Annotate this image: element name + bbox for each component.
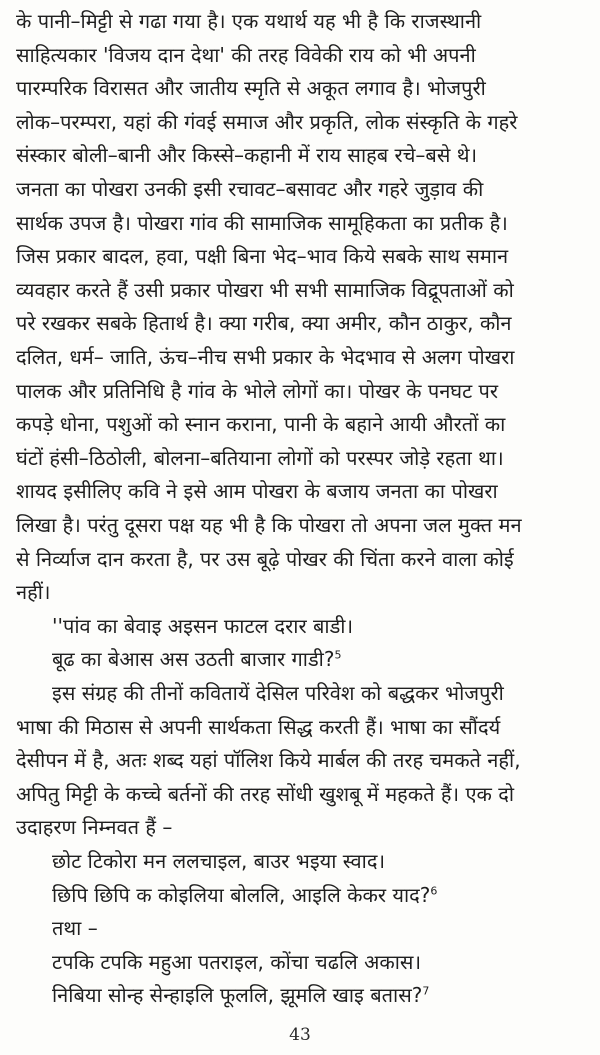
text-line [52, 876, 586, 914]
text-line-content: ''पांव का बेवाइ अइसन फाटल दरार बाडी। [52, 613, 354, 638]
text-line-content: लिखा है। परंतु दूसरा पक्ष यह भी है कि पोखरा तो अपना जल मुक्त मन [16, 513, 522, 537]
text-line [16, 170, 586, 208]
text-line [16, 540, 586, 578]
footnote-marker: 5 [334, 648, 342, 662]
text-line [16, 103, 586, 141]
text-line-content: सार्थक उपज है। पोखरा गांव की सामाजिक सामूहिकता का प्रतीक है। [16, 210, 508, 235]
text-line [16, 237, 586, 275]
text-line [16, 304, 586, 342]
text-line [16, 372, 586, 410]
text-line [52, 607, 586, 645]
text-line-content: दलित, धर्म– जाति, ऊंच–नीच सभी प्रकार के भेदभाव से अलग पोखरा [16, 345, 515, 369]
text-line [16, 808, 586, 846]
text-line-content: छोट टिकोरा मन ललचाइल, बाउर भइया स्वाद। [52, 849, 386, 873]
page-number: 43 [289, 1025, 311, 1045]
footnote-marker: 7 [422, 984, 430, 998]
text-line-content: बूढ का बेआस अस उठती बाजार गाडी? [52, 647, 335, 672]
text-line [16, 36, 586, 74]
text-line-content: नहीं। [16, 580, 51, 605]
text-line [16, 472, 586, 510]
text-line-content: छिपि छिपि क कोइलिया बोललि, आइलि केकर याद? [52, 882, 431, 907]
text-line [16, 338, 586, 376]
text-line-content: परे रखकर सबके हितार्थ है। क्या गरीब, क्या अमीर, कौन ठाकुर, कौन [16, 311, 512, 336]
text-line [16, 69, 586, 107]
text-line-content: जिस प्रकार बादल, हवा, पक्षी बिना भेद–भाव किये सबके साथ समान [16, 244, 509, 269]
text-line [52, 674, 586, 712]
text-line-content: लोक–परम्परा, यहां की गंवई समाज और प्रकृति, लोक संस्कृति के गहरे [16, 109, 518, 134]
text-line [52, 976, 586, 1014]
text-line-content: घंटों हंसी–ठिठोली, बोलना–बतियाना लोगों को परस्पर जोड़े रहता था। [16, 445, 504, 470]
text-line-content: भाषा की मिठास से अपनी सार्थकता सिद्ध करती हैं। भाषा का सौंदर्य [16, 714, 501, 739]
text-line [16, 2, 586, 40]
text-line [52, 943, 586, 981]
text-line-content: निबिया सोन्ह सेन्हाइलि फूललि, झूमलि खाइ बतास? [52, 983, 423, 1008]
text-line [16, 405, 586, 443]
text-line [16, 573, 586, 611]
text-line [16, 439, 586, 477]
text-line [52, 909, 586, 947]
text-line-content: देसीपन में है, अतः शब्द यहां पॉलिश किये मार्बल की तरह चमकते नहीं, [16, 748, 521, 773]
text-line-content: पारम्परिक विरासत और जातीय स्मृति से अकूत लगाव है। भोजपुरी [16, 76, 486, 101]
text-line [16, 506, 586, 544]
text-line [16, 708, 586, 746]
text-line-content: से निर्व्याज दान करता है, पर उस बूढ़े पोखर की चिंता करने वाला कोई [16, 546, 514, 571]
text-line [52, 842, 586, 880]
text-line-content: अपितु मिट्टी के कच्चे बर्तनों की तरह सोंधी खुशबू में महकते हैं। एक दो [16, 781, 515, 806]
text-line-content: साहित्यकार 'विजय दान देथा' की तरह विवेकी राय को भी अपनी [16, 42, 476, 67]
text-line [16, 271, 586, 309]
text-line-content: इस संग्रह की तीनों कवितायें देसिल परिवेश को बद्धकर भोजपुरी [52, 681, 504, 705]
text-line [16, 775, 586, 813]
text-line-content: व्यवहार करते हैं उसी प्रकार पोखरा भी सभी सामाजिक विद्रूपताओं को [16, 277, 514, 302]
text-line-content: पालक और प्रतिनिधि है गांव के भोले लोगों का। पोखर के पनघट पर [16, 378, 499, 403]
footnote-marker: 6 [430, 883, 438, 897]
text-line-content: संस्कार बोली–बानी और किस्से–कहानी में राय साहब रचे–बसे थे। [16, 143, 478, 168]
text-line-content: शायद इसीलिए कवि ने इसे आम पोखरा के बजाय जनता का पोखरा [16, 479, 498, 504]
text-line [16, 136, 586, 174]
text-line-content: कपड़े धोना, पशुओं को स्नान कराना, पानी के बहाने आयी औरतों का [16, 412, 506, 437]
text-line [52, 640, 586, 678]
text-line [16, 741, 586, 779]
text-line-content: जनता का पोखरा उनकी इसी रचावट–बसावट और गहरे जुड़ाव की [16, 177, 484, 201]
text-line [16, 204, 586, 242]
text-line-content: तथा – [52, 916, 98, 941]
text-line-content: टपकि टपकि महुआ पतराइल, कोंचा चढलि अकास। [52, 949, 422, 974]
text-line-content: उदाहरण निम्नवत हैं – [16, 815, 173, 840]
text-line-content: के पानी–मिट्टी से गढा गया है। एक यथार्थ यह भी है कि राजस्थानी [16, 9, 482, 33]
